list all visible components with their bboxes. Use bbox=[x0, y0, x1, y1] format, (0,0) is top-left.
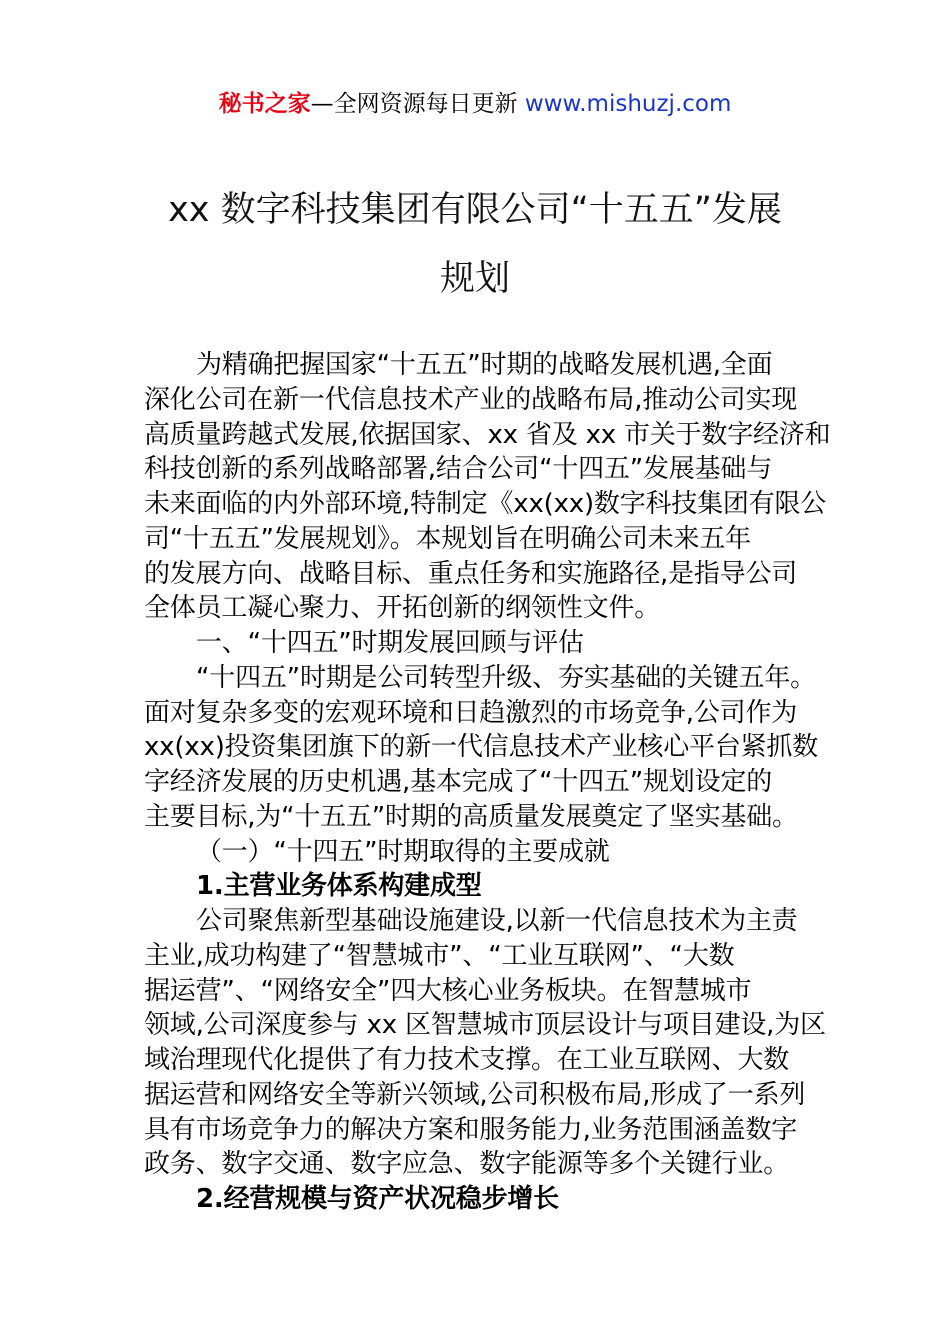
site-url-link[interactable]: www.mishuzj.com bbox=[524, 91, 732, 117]
document-body bbox=[144, 348, 831, 1217]
item-heading-2: 2.经营规模与资产状况稳步增长 bbox=[196, 1184, 559, 1214]
body-line: “十四五”时期是公司转型升级、夯实基础的关键五年。 bbox=[196, 662, 816, 693]
section-heading-1: 一、“十四五”时期发展回顾与评估 bbox=[196, 628, 584, 658]
body-line: 未来面临的内外部环境,特制定《xx(xx)数字科技集团有限公 bbox=[144, 489, 827, 519]
body-line: 主业,成功构建了“智慧城市”、“工业互联网”、“大数 bbox=[144, 940, 735, 971]
body-line: 政务、数字交通、数字应急、数字能源等多个关键行业。 bbox=[144, 1149, 790, 1180]
body-line: 字经济发展的历史机遇,基本完成了“十四五”规划设定的 bbox=[144, 767, 773, 797]
body-line: 面对复杂多变的宏观环境和日趋激烈的市场竞争,公司作为 bbox=[144, 697, 798, 728]
body-line: 据运营和网络安全等新兴领域,公司积极布局,形成了一系列 bbox=[144, 1079, 806, 1110]
header-tagline: —全网资源每日更新 bbox=[310, 91, 525, 117]
body-line: 据运营”、“网络安全”四大核心业务板块。在智慧城市 bbox=[144, 975, 752, 1006]
brand-name: 秘书之家 bbox=[218, 91, 311, 117]
body-line: 公司聚焦新型基础设施建设,以新一代信息技术为主责 bbox=[196, 906, 798, 936]
body-line: 为精确把握国家“十五五”时期的战略发展机遇,全面 bbox=[196, 350, 773, 380]
subsection-heading-1: （一）“十四五”时期取得的主要成就 bbox=[196, 836, 610, 867]
body-line: xx(xx)投资集团旗下的新一代信息技术产业核心平台紧抓数 bbox=[144, 732, 819, 763]
body-line: 深化公司在新一代信息技术产业的战略布局,推动公司实现 bbox=[144, 384, 798, 415]
document-title-line-1: xx 数字科技集团有限公司“十五五”发展 bbox=[168, 190, 782, 230]
body-line: 高质量跨越式发展,依据国家、xx 省及 xx 市关于数字经济和 bbox=[144, 419, 831, 450]
item-heading-1: 1.主营业务体系构建成型 bbox=[196, 871, 482, 902]
body-line: 主要目标,为“十五五”时期的高质量发展奠定了坚实基础。 bbox=[144, 801, 798, 832]
body-line: 领域,公司深度参与 xx 区智慧城市顶层设计与项目建设,为区 bbox=[144, 1010, 826, 1041]
site-header bbox=[0, 86, 950, 122]
body-line: 全体员工凝心聚力、开拓创新的纲领性文件。 bbox=[144, 593, 661, 624]
body-line: 科技创新的系列战略部署,结合公司“十四五”发展基础与 bbox=[144, 454, 773, 485]
body-line: 具有市场竞争力的解决方案和服务能力,业务范围涵盖数字 bbox=[144, 1114, 798, 1145]
body-line: 的发展方向、战略目标、重点任务和实施路径,是指导公司 bbox=[144, 558, 798, 589]
body-line: 司“十五五”发展规划》。本规划旨在明确公司未来五年 bbox=[144, 523, 751, 554]
document-title-line-2: 规划 bbox=[439, 259, 510, 299]
body-line: 域治理现代化提供了有力技术支撑。在工业互联网、大数 bbox=[144, 1045, 790, 1075]
